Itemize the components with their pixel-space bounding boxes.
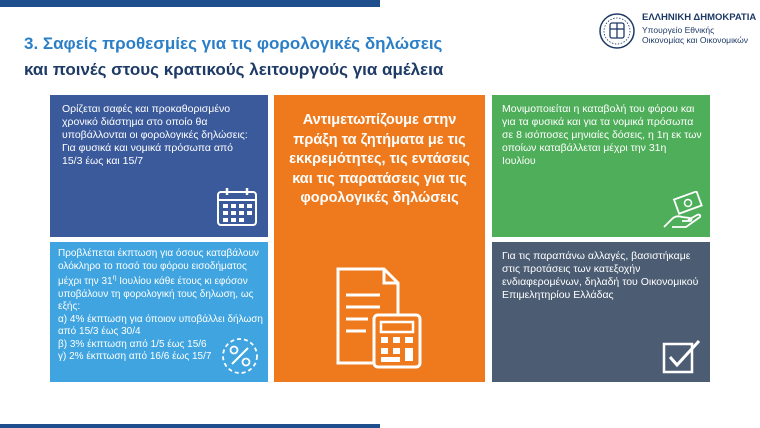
bottom-accent-bar [0, 424, 380, 428]
greek-seal-icon [598, 12, 636, 50]
installments-text: Μονιμοποιείται η καταβολή του φόρου και για τα φυσικά και για τα νομικά πρόσωπα σε 8 ισόποσες μηνιαίες δόσεις, η 1η εκ των οποίων καταβάλλεται μέχρι την 31η Ιουλίου [502, 103, 702, 167]
country-name: ΕΛΛΗΝΙΚΗ ΔΗΜΟΚΡΑΤΙΑ [642, 12, 757, 23]
discount-line3: β) 3% έκπτωση από 1/5 έως 15/6 [58, 338, 207, 350]
ministry-name: Υπουργείο Εθνικής Οικονομίας και Οικονομικών [642, 25, 748, 45]
calendar-icon [216, 187, 258, 227]
deadlines-line2: Για φυσικά και νομικά πρόσωπα από 15/3 έως και 15/7 [62, 142, 233, 167]
discount-line2: α) 4% έκπτωση για όποιον υποβάλλει δήλωση από 15/3 έως 30/4 [58, 313, 263, 338]
deadlines-box [50, 95, 268, 237]
center-message-box [274, 95, 485, 382]
discount-line1: Προβλέπεται έκπτωση για όσους καταβάλουν ολόκληρο το ποσό του φόρου εισοδήματος μέχρι την $31^\eta$ Ιουλίου κάθε έτους κι εφόσον υποβάλουν τη φορολογική τους δηλωση, ως εξής: [58, 248, 259, 313]
deadlines-line1: Ορίζεται σαφές και προκαθορισμένο χρονικό διάστημα στο οποίο θα υποβάλλονται οι φορολογικές δηλώσεις: [62, 103, 248, 141]
document-calculator-icon [332, 265, 427, 370]
page-subtitle: και ποινές στους κρατικούς λειτουργούς για αμέλεια [24, 60, 444, 79]
checkbox-icon [662, 338, 702, 374]
percent-icon [220, 336, 260, 376]
hand-money-icon [662, 191, 704, 231]
installments-box [492, 95, 710, 237]
discount-line4: γ) 2% έκπτωση από 16/6 έως 15/7 [58, 351, 212, 363]
discount-box [50, 242, 268, 382]
ministry-logo [598, 10, 757, 54]
center-message: Αντιμετωπίζουμε στην πράξη τα ζητήματα με τις εκκρεμότητες, τις εντάσεις και τις παρατάσεις για τις φορολογικές δηλώσεις [289, 112, 470, 206]
proposals-text: Για τις παραπάνω αλλαγές, βασιστήκαμε στις προτάσεις των κατεξοχήν ενδιαφερομένων, δηλαδή του Οικονομικού Επιμελητηρίου Ελλάδας [502, 250, 699, 301]
page-title: 3. Σαφείς προθεσμίες για τις φορολογικές δηλώσεις [24, 34, 443, 53]
proposals-box [492, 242, 710, 382]
deadlines-text [62, 103, 252, 168]
top-accent-bar [0, 0, 380, 7]
